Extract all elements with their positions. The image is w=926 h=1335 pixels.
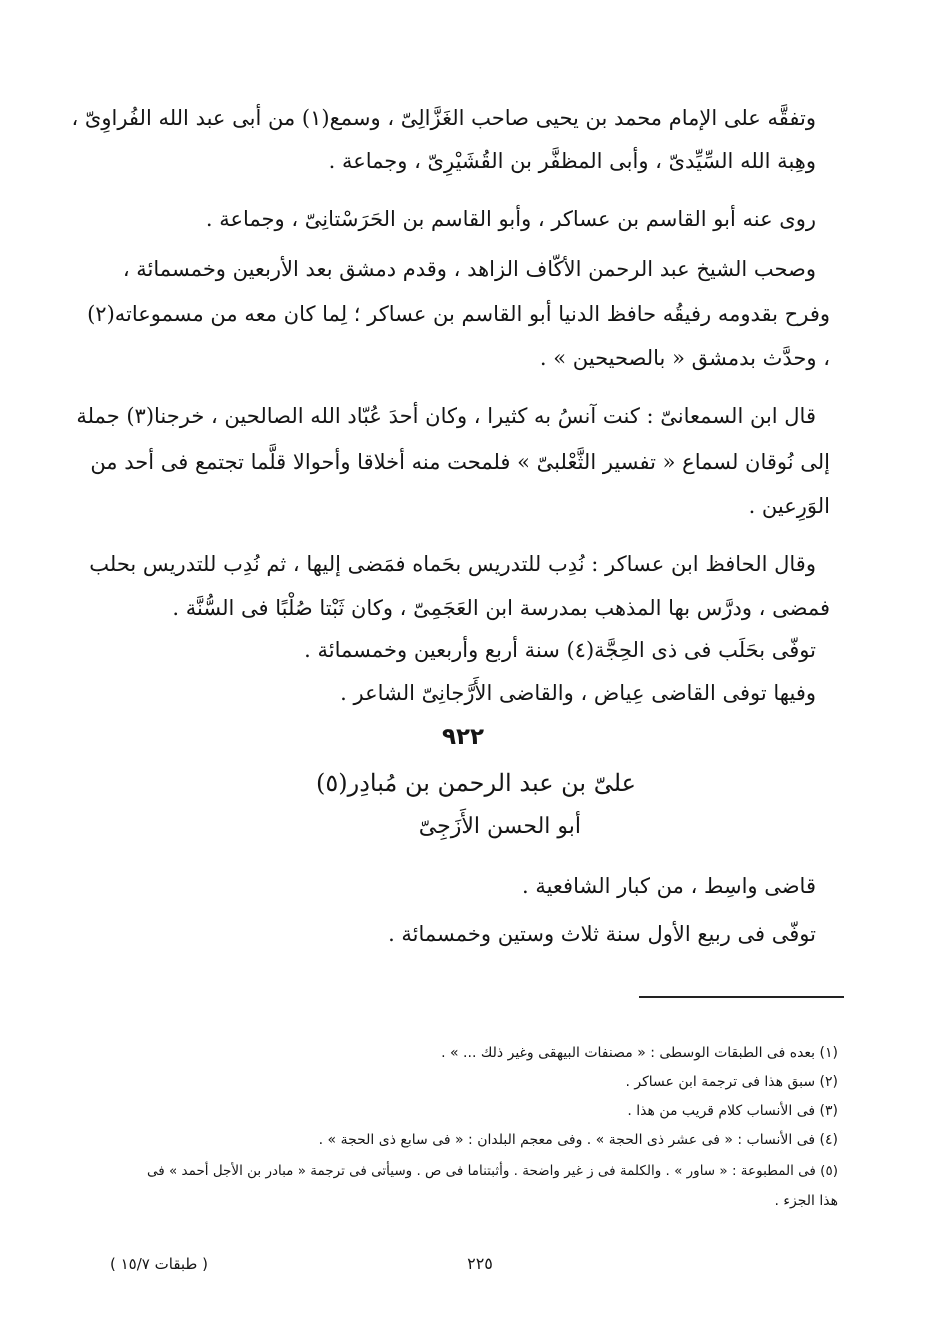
entry-line-2: توفّى فى ربيع الأول سنة ثلاث وستين وخمسمائة . [388, 922, 816, 946]
body-line-12: توفّى بحَلَب فى ذى الحِجَّة(٤) سنة أربع وأربعين وخمسمائة . [304, 638, 816, 662]
body-line-5: وفرح بقدومه رفيقُه حافظ الدنيا أبو القاسم بن عساكر ؛ لِما كان معه من مسموعاته(٢) [87, 302, 830, 326]
body-line-3: روى عنه أبو القاسم بن عساكر ، وأبو القاسم بن الحَرَسْتانِىّ ، وجماعة . [205, 207, 816, 231]
footnote-1: (١) بعده فى الطبقات الوسطى : « مصنفات البيهقى وغير ذلك ... » . [441, 1045, 838, 1061]
body-line-8: إلى نُوقان لسماع « تفسير الثَّعْلبىّ » فلمحت منه أخلاقا وأحوالا قلَّما تجتمع فى أحد من [90, 450, 830, 474]
footnote-5: (٥) فى المطبوعة : « ساور » . والكلمة فى ز غير واضحة . وأثبتناما فى ص . وسيأتى فى ترجمة « مبادر بن الأجل أحمد » فى [147, 1163, 838, 1179]
body-line-4: وصحب الشيخ عبد الرحمن الأكّاف الزاهد ، وقدم دمشق بعد الأربعين وخمسمائة ، [122, 257, 816, 281]
entry-line-1: قاضى واسِط ، من كبار الشافعية . [521, 874, 816, 898]
body-line-10: وقال الحافظ ابن عساكر : نُدِب للتدريس بحَماه فمَضى إليها ، ثم نُدِب للتدريس بحلب [89, 552, 816, 576]
body-line-9: الوَرِعين . [748, 494, 830, 518]
body-line-2: وهِبة الله السِّيِّدىّ ، وأبى المظفَّر بن القُشَيْرِىّ ، وجماعة . [328, 149, 816, 173]
body-line-13: وفيها توفى القاضى عِياض ، والقاضى الأَرَّجانِىّ الشاعر . [340, 681, 816, 705]
footnote-4: (٤) فى الأنساب : « فى عشر ذى الحجة » . وفى معجم البلدان : « فى سابع ذى الحجة » . [318, 1132, 838, 1148]
body-line-11: فمضى ، ودرَّس بها المذهب بمدرسة ابن العَجَمِىّ ، وكان ثَبْتا صُلْبًا فى السُّنَّة . [172, 596, 830, 620]
entry-name: علىّ بن عبد الرحمن بن مُبادِر(٥) [316, 769, 636, 797]
entry-kunya: أبو الحسن الأَزَجِىّ [418, 814, 581, 839]
body-line-7: قال ابن السمعانىّ : كنت آنسُ به كثيرا ، وكان أحدَ عُبّاد الله الصالحين ، خرجنا(٣) جملة [76, 404, 816, 428]
footnote-3: (٣) فى الأنساب كلام قريب من هذا . [627, 1103, 838, 1119]
footnote-2: (٢) سبق هذا فى ترجمة ابن عساكر . [625, 1074, 838, 1090]
body-line-1: وتفقَّه على الإمام محمد بن يحيى صاحب الغَزَّالِىّ ، وسمع(١) من أبى عبد الله الفُراوِىّ ، [71, 106, 816, 130]
body-line-6: ، وحدَّث بدمشق « بالصحيحين » . [539, 346, 830, 370]
entry-number: ٩٢٢ [441, 724, 485, 750]
page-number: ٢٢٥ [467, 1254, 493, 1273]
signature-mark: ( طبقات ١٥/٧ ) [110, 1255, 208, 1273]
footnote-separator [639, 996, 844, 998]
footnote-5-continued: هذا الجزء . [774, 1193, 838, 1209]
